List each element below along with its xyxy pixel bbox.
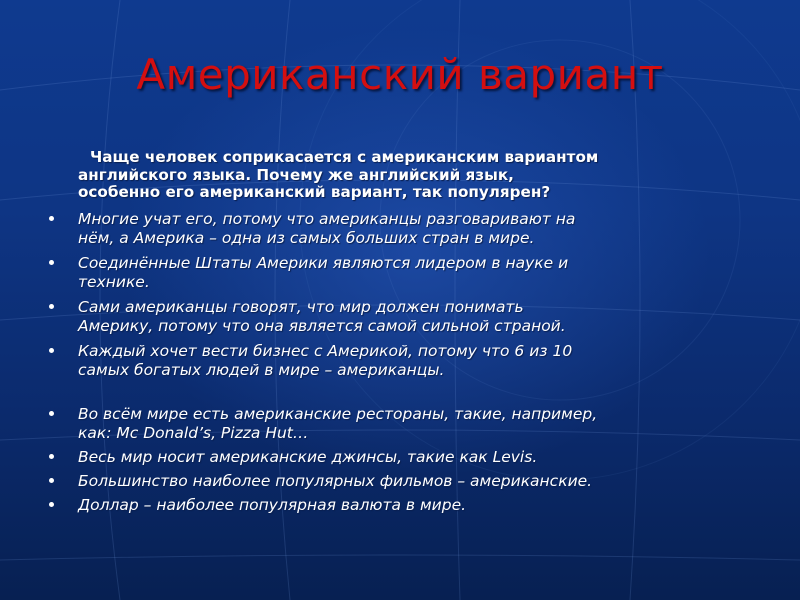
bullet-icon (49, 216, 54, 221)
bullet-icon (49, 411, 54, 416)
bullet-line: Во всём мире есть американские рестораны, такие, например, (78, 405, 598, 423)
bullet-line: как: Mc Donald’s, Pizza Hut… (78, 424, 309, 442)
intro-line: английского языка. Почему же английский язык, (78, 165, 514, 184)
bullet-item (48, 342, 768, 380)
bullet-line: Соединённые Штаты Америки являются лидером в науке и (78, 254, 569, 272)
bullet-item (48, 254, 768, 292)
intro-line: особенно его американский вариант, так популярен? (78, 183, 551, 201)
bullet-item (48, 496, 768, 515)
bullet-line: Каждый хочет вести бизнес с Америкой, потому что 6 из 10 (78, 342, 573, 360)
bullet-icon (49, 260, 54, 265)
bullet-list (48, 210, 768, 515)
intro-paragraph (78, 149, 768, 202)
bullet-line: нём, а Америка – одна из самых больших стран в мире. (78, 229, 535, 247)
bullet-item (48, 298, 768, 336)
bullet-line: Америку, потому что она является самой сильной страной. (78, 317, 566, 335)
bullet-line: Большинство наиболее популярных фильмов – американские. (78, 472, 593, 490)
intro-line: Чаще человек соприкасается с американским вариантом (90, 148, 599, 166)
bullet-icon (49, 454, 54, 459)
bullet-item (48, 210, 768, 248)
bullet-icon (49, 478, 54, 483)
bullet-icon (49, 304, 54, 309)
bullet-line: Доллар – наиболее популярная валюта в мире. (78, 496, 467, 514)
bullet-line: самых богатых людей в мире – американцы. (78, 361, 445, 379)
slide-title: Американский вариант (136, 50, 664, 99)
bullet-icon (49, 502, 54, 507)
bullet-line: технике. (78, 273, 150, 291)
bullet-item (48, 448, 768, 467)
bullet-item (48, 472, 768, 491)
bullet-icon (49, 348, 54, 353)
bullet-line: Сами американцы говорят, что мир должен понимать (78, 298, 524, 316)
bullet-line: Весь мир носит американские джинсы, такие как Levis. (78, 448, 538, 466)
bullet-line: Многие учат его, потому что американцы разговаривают на (78, 210, 576, 228)
bullet-item (48, 405, 768, 443)
